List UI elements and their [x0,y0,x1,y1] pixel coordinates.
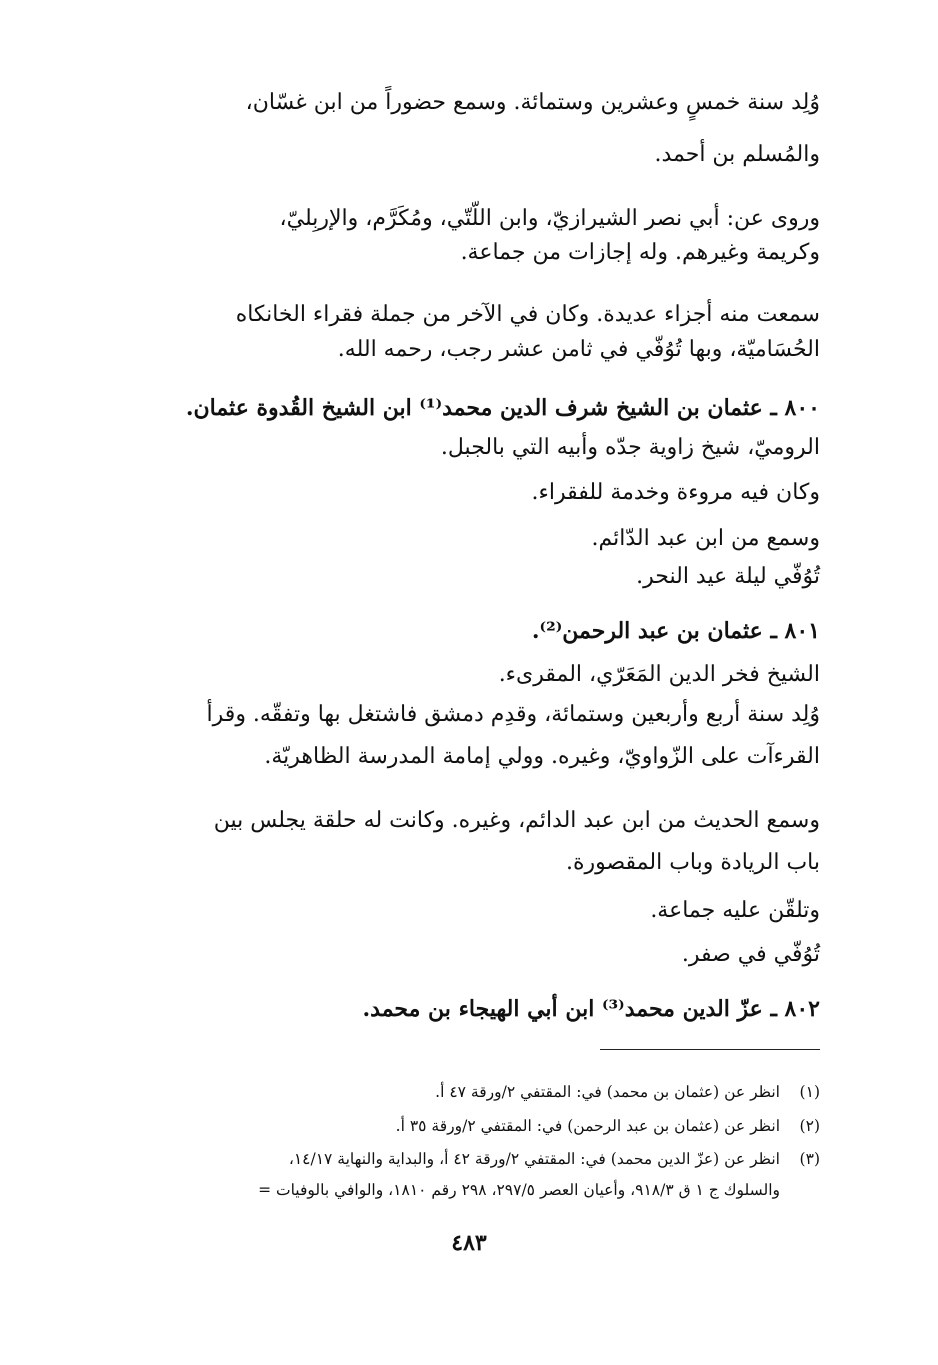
text-line: باب الريادة وباب المقصورة. [565,850,820,875]
entry-heading-800: ٨٠٠ ـ عثمان بن الشيخ شرف الدين محمد⁽¹⁾ ابن الشيخ القُدوة عثمان. [185,395,820,421]
footnote-number: (٢) [799,1117,820,1135]
text-line: وُلِد سنة أربع وأربعين وستمائة، وقدِم دمشق فاشتغل بها وتفقّه. وقرأ [206,702,820,727]
text-line: سمعت منه أجزاء عديدة. وكان في الآخر من جملة فقراء الخانكاه [235,302,820,327]
footnote-text: انظر عن (عثمان بن محمد) في: المقتفي ٢/ورقة ٤٧ أ. [435,1083,780,1101]
footnote-3 [289,1147,820,1171]
text-line: وكان فيه مروءة وخدمة للفقراء. [531,480,820,505]
footnote-number: (١) [799,1083,820,1101]
text-line: وُلِد سنة خمسٍ وعشرين وستمائة. وسمع حضوراً من ابن غسّان، [245,90,820,115]
footnote-number: (٣) [799,1150,820,1168]
footnote-3-continued [258,1178,820,1202]
entry-heading-802: ٨٠٢ ـ عزّ الدين محمد⁽³⁾ ابن أبي الهيجاء بن محمد. [362,996,820,1022]
footnote-text: انظر عن (عثمان بن عبد الرحمن) في: المقتفي ٢/ورقة ٣٥ أ. [395,1117,780,1135]
footnote-2 [396,1114,820,1138]
text-line: وسمع الحديث من ابن عبد الدائم، وغيره. وكانت له حلقة يجلس بين [213,808,820,833]
entry-heading-801: ٨٠١ ـ عثمان بن عبد الرحمن⁽²⁾. [531,618,820,644]
text-line: وتلقّن عليه جماعة. [650,898,820,923]
text-line: وسمع من ابن عبد الدّائم. [591,526,820,551]
page-number: ٤٨٣ [451,1230,487,1256]
text-line: وروى عن: أبي نصر الشيرازيّ، وابن اللّتّي، ومُكَرَّم، والإربِليّ، [279,206,820,231]
text-line: والمُسلم بن أحمد. [654,142,820,167]
text-line: القرءآت على الزّواويّ، وغيره. وولي إمامة المدرسة الظاهريّة. [264,744,820,769]
footnote-text: والسلوك ج ١ ق ٩١٨/٣، وأعيان العصر ٢٩٧/٥، ٢٩٨ رقم ١٨١٠، والوافي بالوفيات = [258,1181,780,1199]
footnote-separator [600,1049,820,1050]
footnote-1 [435,1080,820,1104]
text-line: تُوُفّي في صفر. [681,942,820,967]
text-line: وكريمة وغيرهم. وله إجازات من جماعة. [460,240,820,265]
text-line: تُوُفّي ليلة عيد النحر. [636,564,820,589]
footnote-text: انظر عن (عزّ الدين محمد) في: المقتفي ٢/ورقة ٤٢ أ، والبداية والنهاية ١٤/١٧، [288,1150,780,1168]
text-line: الشيخ فخر الدين المَعَرّي، المقرىء. [498,662,820,687]
text-line: الروميّ، شيخ زاوية جدّه وأبيه التي بالجبل. [440,435,820,460]
text-line: الحُسَاميّة، وبها تُوُفّي في ثامن عشر رجب، رحمه الله. [337,337,820,362]
